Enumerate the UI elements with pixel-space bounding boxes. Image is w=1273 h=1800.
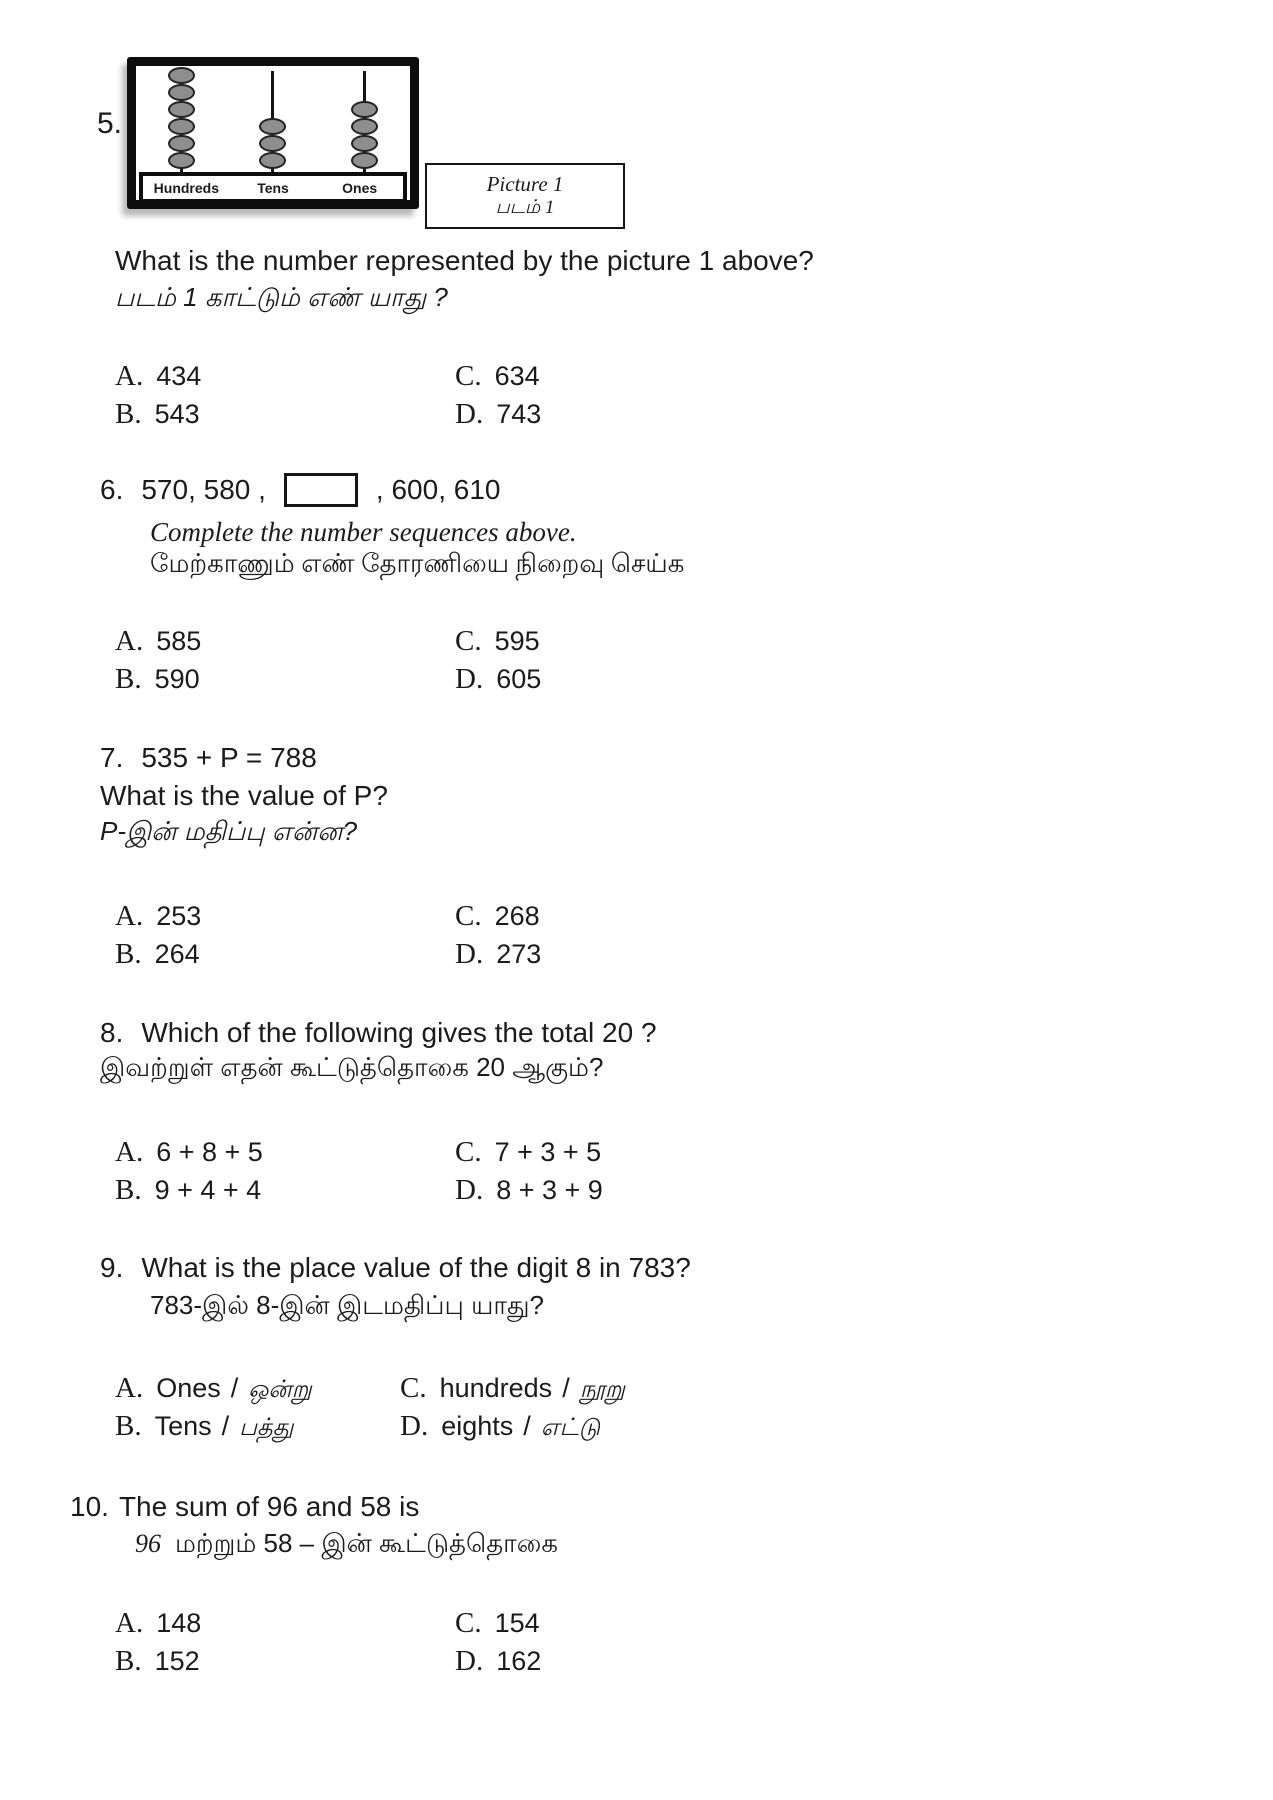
bead xyxy=(168,135,195,152)
slash-separator: / xyxy=(221,1411,230,1441)
bead xyxy=(351,135,378,152)
option-a: A. 434 xyxy=(115,360,202,392)
option-b: B. 264 xyxy=(115,938,200,970)
picture-caption-en: Picture 1 xyxy=(486,171,564,196)
question-8-text-en: Which of the following gives the total 20 ? xyxy=(141,1017,657,1048)
bead-stack-ones xyxy=(351,101,378,169)
question-7-text-ta: P-இன் மதிப்பு என்ன? xyxy=(100,816,358,846)
abacus-column-tens xyxy=(227,69,318,169)
question-8-options xyxy=(115,1133,603,1209)
abacus-columns xyxy=(136,69,410,169)
question-5-options xyxy=(115,357,541,433)
abacus-label-ones: Ones xyxy=(342,179,378,196)
question-10-text-ta-row xyxy=(135,1528,558,1562)
question-10-ta-prefix: 96 xyxy=(135,1529,161,1558)
option-a: A. 585 xyxy=(115,625,202,657)
slash-separator: / xyxy=(562,1373,570,1403)
picture-caption-box xyxy=(425,163,625,229)
abacus-column-hundreds xyxy=(136,69,227,169)
bead xyxy=(168,67,195,84)
slash-separator: / xyxy=(230,1373,239,1403)
option-d: D. 605 xyxy=(455,663,542,695)
question-7-equation-row xyxy=(100,740,317,775)
question-6-text-ta: மேற்காணும் எண் தோரணியை நிறைவு செய்க xyxy=(150,549,685,578)
question-8-text-ta: இவற்றுள் எதன் கூட்டுத்தொகை 20 ஆகும்? xyxy=(100,1052,604,1082)
option-d: D. 743 xyxy=(455,398,542,430)
bead-stack-tens xyxy=(259,118,286,169)
question-5-text-en: What is the number represented by the picture 1 above? xyxy=(115,245,814,276)
abacus-label-hundreds: Hundreds xyxy=(153,179,219,196)
bead xyxy=(168,84,195,101)
option-a: A. 6 + 8 + 5 xyxy=(115,1136,263,1168)
question-10-text-en: The sum of 96 and 58 is xyxy=(118,1491,420,1522)
bead xyxy=(351,101,378,118)
bead-stack-hundreds xyxy=(168,67,195,169)
question-7-number: 7. xyxy=(100,742,124,773)
question-6-options xyxy=(115,622,541,698)
question-10-row xyxy=(70,1489,419,1524)
option-c: C. 634 xyxy=(455,360,540,392)
question-5-number: 5. xyxy=(97,107,123,140)
option-b: B. Tens / பத்து xyxy=(115,1407,400,1445)
option-a: A. 253 xyxy=(115,900,202,932)
abacus-column-ones xyxy=(319,69,410,169)
question-6-number: 6. xyxy=(100,474,124,505)
bead xyxy=(168,101,195,118)
question-9-text-en: What is the place value of the digit 8 in 783? xyxy=(141,1252,691,1283)
question-5-text-ta: படம் 1 காட்டும் எண் யாது ? xyxy=(115,282,448,312)
question-10-number: 10. xyxy=(70,1491,109,1522)
option-b: B. 152 xyxy=(115,1645,200,1677)
option-c: C. 154 xyxy=(455,1607,540,1639)
question-6-text-en: Complete the number sequences above. xyxy=(150,517,577,547)
option-a: A. Ones / ஒன்று xyxy=(115,1369,400,1407)
abacus-label-tens: Tens xyxy=(257,179,289,196)
option-d: D. 162 xyxy=(455,1645,542,1677)
sequence-end: , 600, 610 xyxy=(375,474,501,505)
question-10-text-ta: மற்றும் 58 – இன் கூட்டுத்தொகை xyxy=(175,1528,558,1558)
abacus-label-box xyxy=(139,172,407,203)
bead xyxy=(259,135,286,152)
option-b: B. 590 xyxy=(115,663,200,695)
option-c: C. 268 xyxy=(455,900,540,932)
bead xyxy=(168,152,195,169)
bead xyxy=(259,118,286,135)
option-d: D. 8 + 3 + 9 xyxy=(455,1174,603,1206)
question-7-text-en: What is the value of P? xyxy=(100,780,388,811)
bead xyxy=(351,118,378,135)
abacus-figure xyxy=(127,57,419,209)
question-6-sequence-row xyxy=(100,472,500,507)
option-a: A. 148 xyxy=(115,1607,202,1639)
question-9-options xyxy=(115,1369,625,1445)
bead xyxy=(259,152,286,169)
option-c: C. 595 xyxy=(455,625,540,657)
question-9-text-ta: 783-இல் 8-இன் இடமதிப்பு யாது? xyxy=(150,1290,544,1320)
sequence-start: 570, 580 , xyxy=(141,474,266,505)
question-10-options xyxy=(115,1604,541,1680)
option-c: C. hundreds / நூறு xyxy=(400,1369,625,1407)
question-9-row xyxy=(100,1250,691,1285)
option-d: D. 273 xyxy=(455,938,542,970)
option-b: B. 9 + 4 + 4 xyxy=(115,1174,262,1206)
option-c: C. 7 + 3 + 5 xyxy=(455,1136,602,1168)
question-7-equation: 535 + P = 788 xyxy=(141,742,317,773)
bead xyxy=(351,152,378,169)
answer-blank-box xyxy=(284,473,358,507)
bead xyxy=(168,118,195,135)
option-b: B. 543 xyxy=(115,398,200,430)
question-9-number: 9. xyxy=(100,1252,124,1283)
question-8-row xyxy=(100,1015,657,1050)
picture-caption-ta: படம் 1 xyxy=(495,196,555,218)
question-8-number: 8. xyxy=(100,1017,124,1048)
option-d: D. eights / எட்டு xyxy=(400,1407,625,1445)
question-7-options xyxy=(115,897,541,973)
slash-separator: / xyxy=(523,1411,531,1441)
